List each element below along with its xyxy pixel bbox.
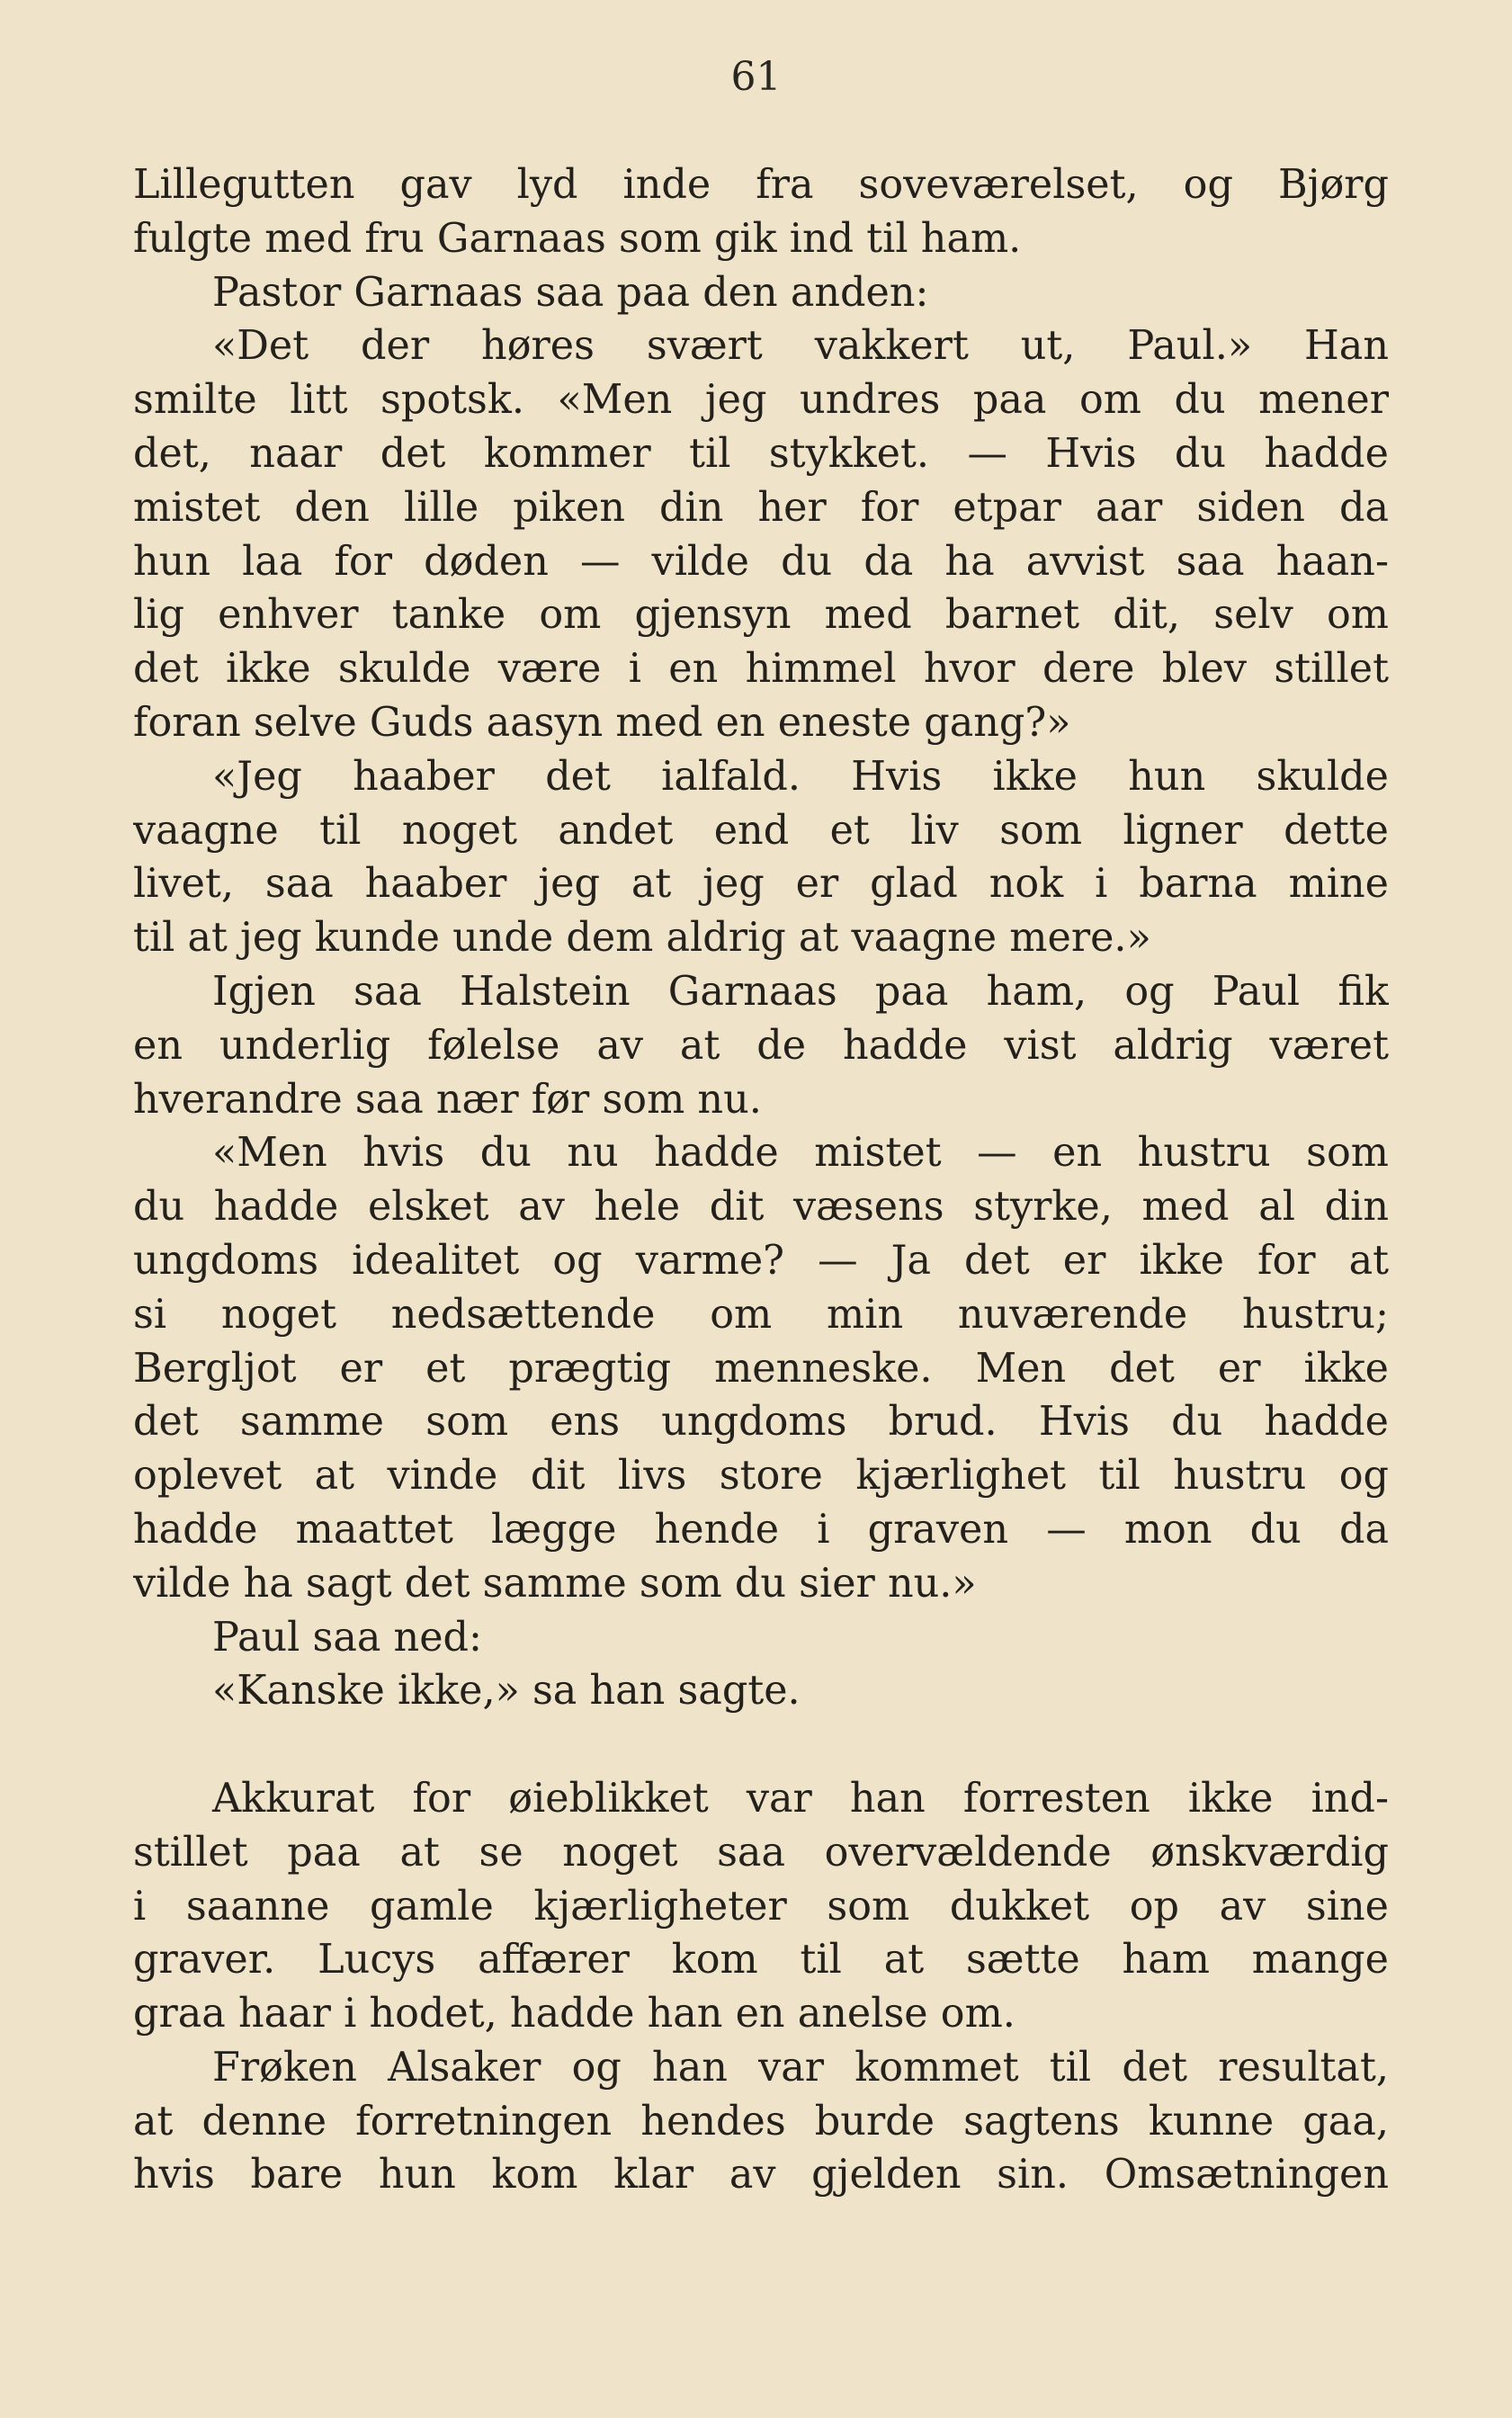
body-text xyxy=(133,158,1389,2202)
text-line: «Det der høres svært vakkert ut, Paul.» Han xyxy=(212,323,1389,370)
text-line: ungdoms idealitet og varme? — Ja det er ikke for at xyxy=(133,1237,1389,1284)
text-line: hun laa for døden — vilde du da ha avvist saa haan- xyxy=(133,538,1389,585)
text-line: mistet den lille piken din her for etpar aar siden da xyxy=(133,484,1389,531)
text-line: at denne forretningen hendes burde sagtens kunne gaa, xyxy=(133,2098,1389,2145)
text-line: det ikke skulde være i en himmel hvor dere blev stillet xyxy=(133,646,1389,693)
text-line: Akkurat for øieblikket var han forresten ikke ind- xyxy=(212,1775,1389,1822)
text-line: Pastor Garnaas saa paa den anden: xyxy=(212,269,929,316)
text-line: si noget nedsættende om min nuværende hustru; xyxy=(133,1291,1389,1338)
text-line: Paul saa ned: xyxy=(212,1614,483,1661)
text-line: hvis bare hun kom klar av gjelden sin. Omsætningen xyxy=(133,2152,1389,2199)
text-line: stillet paa at se noget saa overvældende ønskværdig xyxy=(133,1829,1389,1876)
text-line: hadde maattet lægge hende i graven — mon du da xyxy=(133,1506,1389,1553)
text-line: lig enhver tanke om gjensyn med barnet dit, selv om xyxy=(133,592,1389,639)
text-line: foran selve Guds aasyn med en eneste gang?» xyxy=(133,699,1071,746)
text-line: smilte litt spotsk. «Men jeg undres paa om du mener xyxy=(133,377,1389,424)
text-line: det, naar det kommer til stykket. — Hvis du hadde xyxy=(133,430,1389,477)
text-line: oplevet at vinde dit livs store kjærlighet til hustru og xyxy=(133,1453,1389,1500)
section-break xyxy=(133,1718,1389,1772)
text-line: Frøken Alsaker og han var kommet til det resultat, xyxy=(212,2044,1389,2091)
text-line: det samme som ens ungdoms brud. Hvis du hadde xyxy=(133,1399,1389,1446)
text-line: Bergljot er et prægtig menneske. Men det er ikke xyxy=(133,1345,1389,1392)
text-line: en underlig følelse av at de hadde vist aldrig været xyxy=(133,1022,1389,1069)
text-line: fulgte med fru Garnaas som gik ind til ham. xyxy=(133,215,1022,262)
text-line: i saanne gamle kjærligheter som dukket op av sine xyxy=(133,1883,1389,1930)
page-number: 61 xyxy=(730,54,782,100)
text-line: Igjen saa Halstein Garnaas paa ham, og Paul fik xyxy=(212,968,1389,1015)
text-line: vilde ha sagt det samme som du sier nu.» xyxy=(133,1560,977,1607)
text-line: graver. Lucys affærer kom til at sætte ham mange xyxy=(133,1937,1389,1984)
text-line: vaagne til noget andet end et liv som ligner dette xyxy=(133,807,1389,854)
text-line: «Kanske ikke,» sa han sagte. xyxy=(212,1668,801,1715)
text-line: hverandre saa nær før som nu. xyxy=(133,1076,762,1123)
text-line: «Jeg haaber det ialfald. Hvis ikke hun skulde xyxy=(212,753,1389,800)
text-line: til at jeg kunde unde dem aldrig at vaagne mere.» xyxy=(133,915,1151,962)
text-line: Lillegutten gav lyd inde fra soveværelset, og Bjørg xyxy=(133,162,1389,208)
text-line: graa haar i hodet, hadde han en anelse om. xyxy=(133,1991,1015,2037)
text-line: du hadde elsket av hele dit væsens styrke, med al din xyxy=(133,1184,1389,1231)
text-line: livet, saa haaber jeg at jeg er glad nok i barna mine xyxy=(133,861,1389,908)
text-line: «Men hvis du nu hadde mistet — en hustru som xyxy=(212,1130,1389,1177)
